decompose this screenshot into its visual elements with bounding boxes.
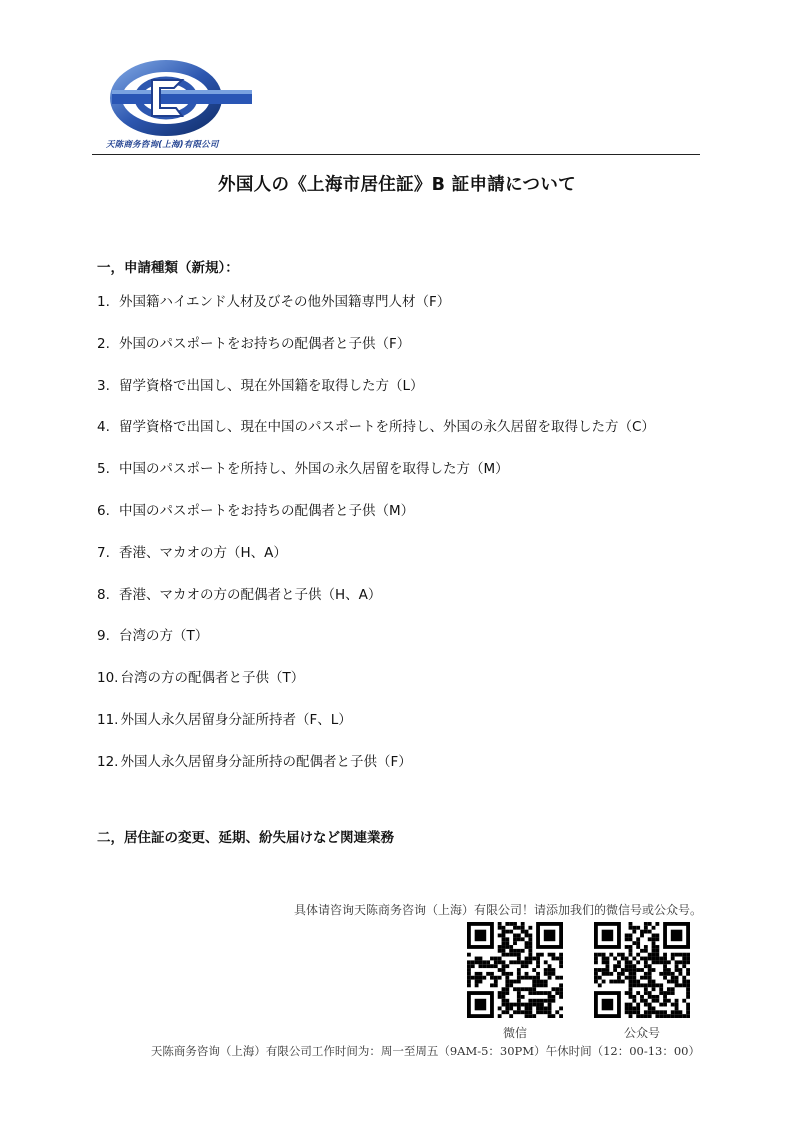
list-item-text: 外国人永久居留身分証所持者（F、L）	[120, 711, 352, 728]
contact-note: 具体请咨询天陈商务咨询（上海）有限公司！请添加我们的微信号或公众号。	[293, 903, 702, 917]
list-item-text: 香港、マカオの方（H、A）	[119, 544, 287, 561]
list-item	[97, 416, 655, 458]
list-item-number: 9.	[97, 628, 110, 645]
list-item	[97, 709, 655, 751]
company-logo	[104, 58, 254, 154]
list-item-text: 中国のパスポートを所持し、外国の永久居留を取得した方（M）	[119, 461, 509, 478]
official-account-qr-label: 公众号	[623, 1026, 660, 1040]
list-item	[97, 291, 655, 333]
list-item-number: 2.	[97, 335, 110, 352]
wechat-qr-block	[463, 922, 567, 1041]
list-item	[97, 584, 655, 626]
list-item	[97, 667, 655, 709]
official-account-qr-code-icon	[594, 922, 690, 1018]
section-1-heading: 一，申請種類（新規）：	[97, 260, 239, 276]
application-types-list	[97, 291, 655, 793]
list-item	[97, 625, 655, 667]
section-2-heading: 二，居住証の変更、延期、紛失届けなど関連業務	[97, 830, 394, 846]
list-item-number: 6.	[97, 502, 110, 519]
list-item-number: 7.	[97, 544, 110, 561]
list-item-text: 香港、マカオの方の配偶者と子供（H、A）	[119, 586, 382, 603]
official-account-qr-block	[590, 922, 694, 1041]
wechat-qr-code-icon	[467, 922, 563, 1018]
list-item-text: 外国のパスポートをお持ちの配偶者と子供（F）	[119, 335, 411, 352]
list-item	[97, 751, 655, 793]
document-title: 外国人の《上海市居住証》B 証申請について	[218, 175, 576, 195]
list-item-number: 10.	[97, 670, 119, 687]
list-item	[97, 375, 655, 417]
list-item-number: 11.	[97, 711, 119, 728]
logo-emblem-icon	[104, 58, 254, 140]
business-hours: 天陈商务咨询（上海）有限公司工作时间为：周一至周五（9AM-5：30PM）午休时间（12：00-13：00）	[150, 1044, 700, 1058]
header-divider	[92, 154, 700, 155]
list-item-number: 3.	[97, 377, 110, 394]
list-item-number: 4.	[97, 419, 110, 436]
list-item-number: 5.	[97, 461, 110, 478]
list-item-text: 留学資格で出国し、現在外国籍を取得した方（L）	[119, 377, 424, 394]
wechat-qr-label: 微信	[502, 1026, 527, 1040]
list-item-text: 台湾の方の配偶者と子供（T）	[120, 670, 305, 687]
list-item-number: 12.	[97, 753, 119, 770]
list-item-text: 留学資格で出国し、現在中国のパスポートを所持し、外国の永久居留を取得した方（C）	[119, 419, 655, 436]
list-item-text: 外国籍ハイエンド人材及びその他外国籍専門人材（F）	[119, 294, 451, 310]
list-item-number: 8.	[97, 586, 110, 603]
list-item	[97, 542, 655, 584]
list-item	[97, 500, 655, 542]
list-item-number: 1.	[97, 294, 110, 310]
logo-company-name: 天陈商务咨询(上海)有限公司	[106, 140, 219, 150]
list-item	[97, 333, 655, 375]
list-item-text: 中国のパスポートをお持ちの配偶者と子供（M）	[119, 502, 415, 519]
list-item-text: 台湾の方（T）	[119, 628, 209, 645]
list-item-text: 外国人永久居留身分証所持の配偶者と子供（F）	[120, 753, 412, 770]
list-item	[97, 458, 655, 500]
